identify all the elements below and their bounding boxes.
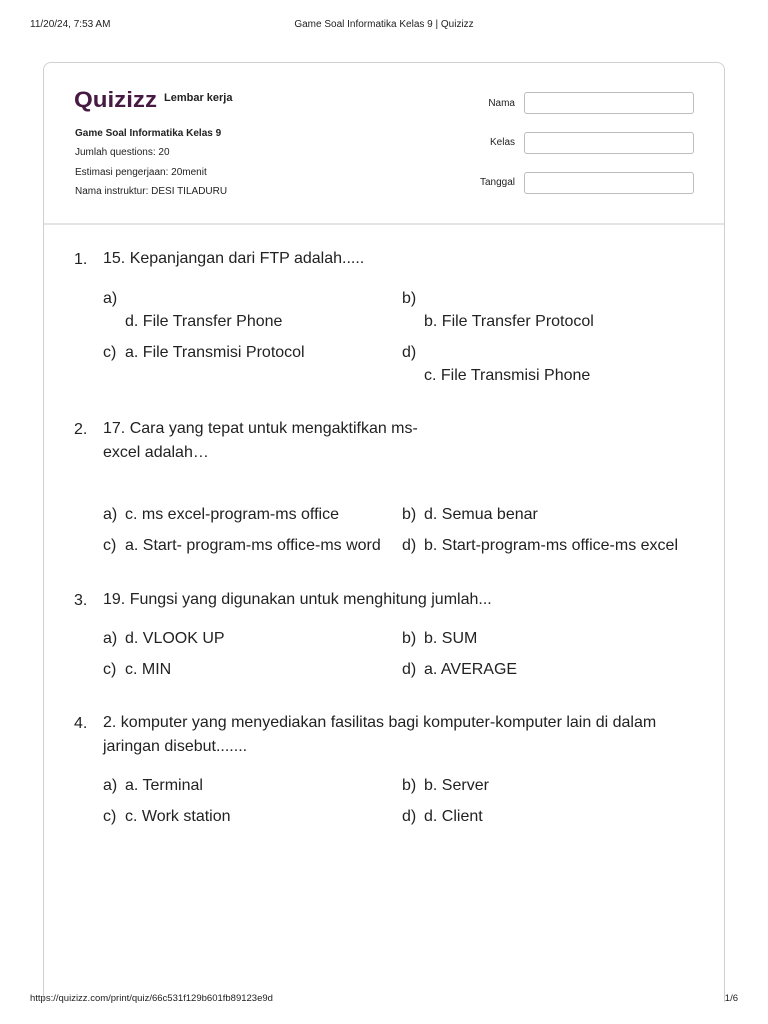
- question-number: 1.: [74, 251, 88, 268]
- question-number: 4.: [74, 715, 88, 732]
- question-number: 3.: [74, 592, 88, 609]
- quizizz-logo: [74, 85, 232, 113]
- instructor-name: Nama instruktur: DESI TILADURU: [75, 186, 228, 197]
- option-letter: c): [103, 661, 117, 678]
- quizizz-logo-text: Quizizz: [74, 87, 157, 112]
- option-letter: b): [402, 777, 417, 794]
- option-letter: a): [103, 777, 118, 794]
- option-text: b. Server: [424, 777, 489, 794]
- option-letter: b): [402, 506, 417, 523]
- option-text: a. File Transmisi Protocol: [125, 344, 305, 361]
- option-letter: d): [402, 661, 417, 678]
- print-title: Game Soal Informatika Kelas 9 | Quizizz: [294, 19, 474, 30]
- option-text: c. File Transmisi Phone: [424, 367, 591, 384]
- worksheet-label: Lembar kerja: [164, 92, 233, 104]
- option-text: a. AVERAGE: [424, 661, 518, 678]
- question-text-line-1: 17. Cara yang tepat untuk mengaktifkan ms-: [103, 420, 418, 437]
- page-number: 1/6: [724, 993, 738, 1004]
- option-letter: c): [103, 808, 117, 825]
- option-text: d. Semua benar: [424, 506, 538, 523]
- option-text: b. Start-program-ms office-ms excel: [424, 537, 678, 554]
- question-text: 19. Fungsi yang digunakan untuk menghitung jumlah...: [103, 591, 492, 608]
- question-text: 15. Kepanjangan dari FTP adalah.....: [103, 250, 365, 267]
- option-text: a. Start- program-ms office-ms word: [125, 537, 381, 554]
- option-text: d. Client: [424, 808, 483, 825]
- quizizz-logo-icon: [74, 86, 158, 112]
- estimated-duration: Estimasi pengerjaan: 20menit: [75, 167, 207, 178]
- question-number: 2.: [74, 421, 88, 438]
- option-letter: d): [402, 808, 417, 825]
- option-text: c. ms excel-program-ms office: [125, 506, 339, 523]
- option-letter: c): [103, 344, 117, 361]
- option-text: d. File Transfer Phone: [125, 313, 283, 330]
- questions-count: Jumlah questions: 20: [75, 147, 170, 158]
- worksheet: [43, 62, 725, 1002]
- worksheet-header: [44, 63, 724, 225]
- option-text: c. MIN: [125, 661, 172, 678]
- tanggal-input[interactable]: [524, 172, 694, 194]
- nama-input[interactable]: [524, 92, 694, 114]
- nama-label: Nama: [488, 98, 515, 109]
- option-letter: d): [402, 344, 417, 361]
- option-letter: a): [103, 290, 118, 307]
- page-url[interactable]: https://quizizz.com/print/quiz/66c531f129b601fb89123e9d: [30, 993, 273, 1004]
- kelas-input[interactable]: [524, 132, 694, 154]
- kelas-label: Kelas: [489, 137, 515, 148]
- option-letter: b): [402, 290, 417, 307]
- question-text-line-2: excel adalah…: [103, 444, 209, 461]
- option-letter: a): [103, 630, 118, 647]
- print-footer: [30, 993, 738, 1007]
- option-letter: d): [402, 537, 417, 554]
- quiz-title: Game Soal Informatika Kelas 9: [75, 128, 222, 139]
- option-letter: c): [103, 537, 117, 554]
- option-letter: a): [103, 506, 118, 523]
- question-text-line-2: jaringan disebut.......: [103, 738, 248, 755]
- tanggal-label: Tanggal: [479, 177, 515, 188]
- question-text: [103, 711, 656, 759]
- option-text: d. VLOOK UP: [125, 630, 225, 647]
- question-text-line-1: 2. komputer yang menyediakan fasilitas bagi komputer-komputer lain di dalam: [103, 714, 657, 731]
- question-text: [103, 417, 418, 465]
- option-text: b. File Transfer Protocol: [424, 313, 594, 330]
- option-letter: b): [402, 630, 417, 647]
- option-text: c. Work station: [125, 808, 231, 825]
- option-text: b. SUM: [424, 630, 478, 647]
- option-text: a. Terminal: [125, 777, 203, 794]
- print-date: 11/20/24, 7:53 AM: [30, 19, 111, 30]
- print-header: [30, 19, 738, 33]
